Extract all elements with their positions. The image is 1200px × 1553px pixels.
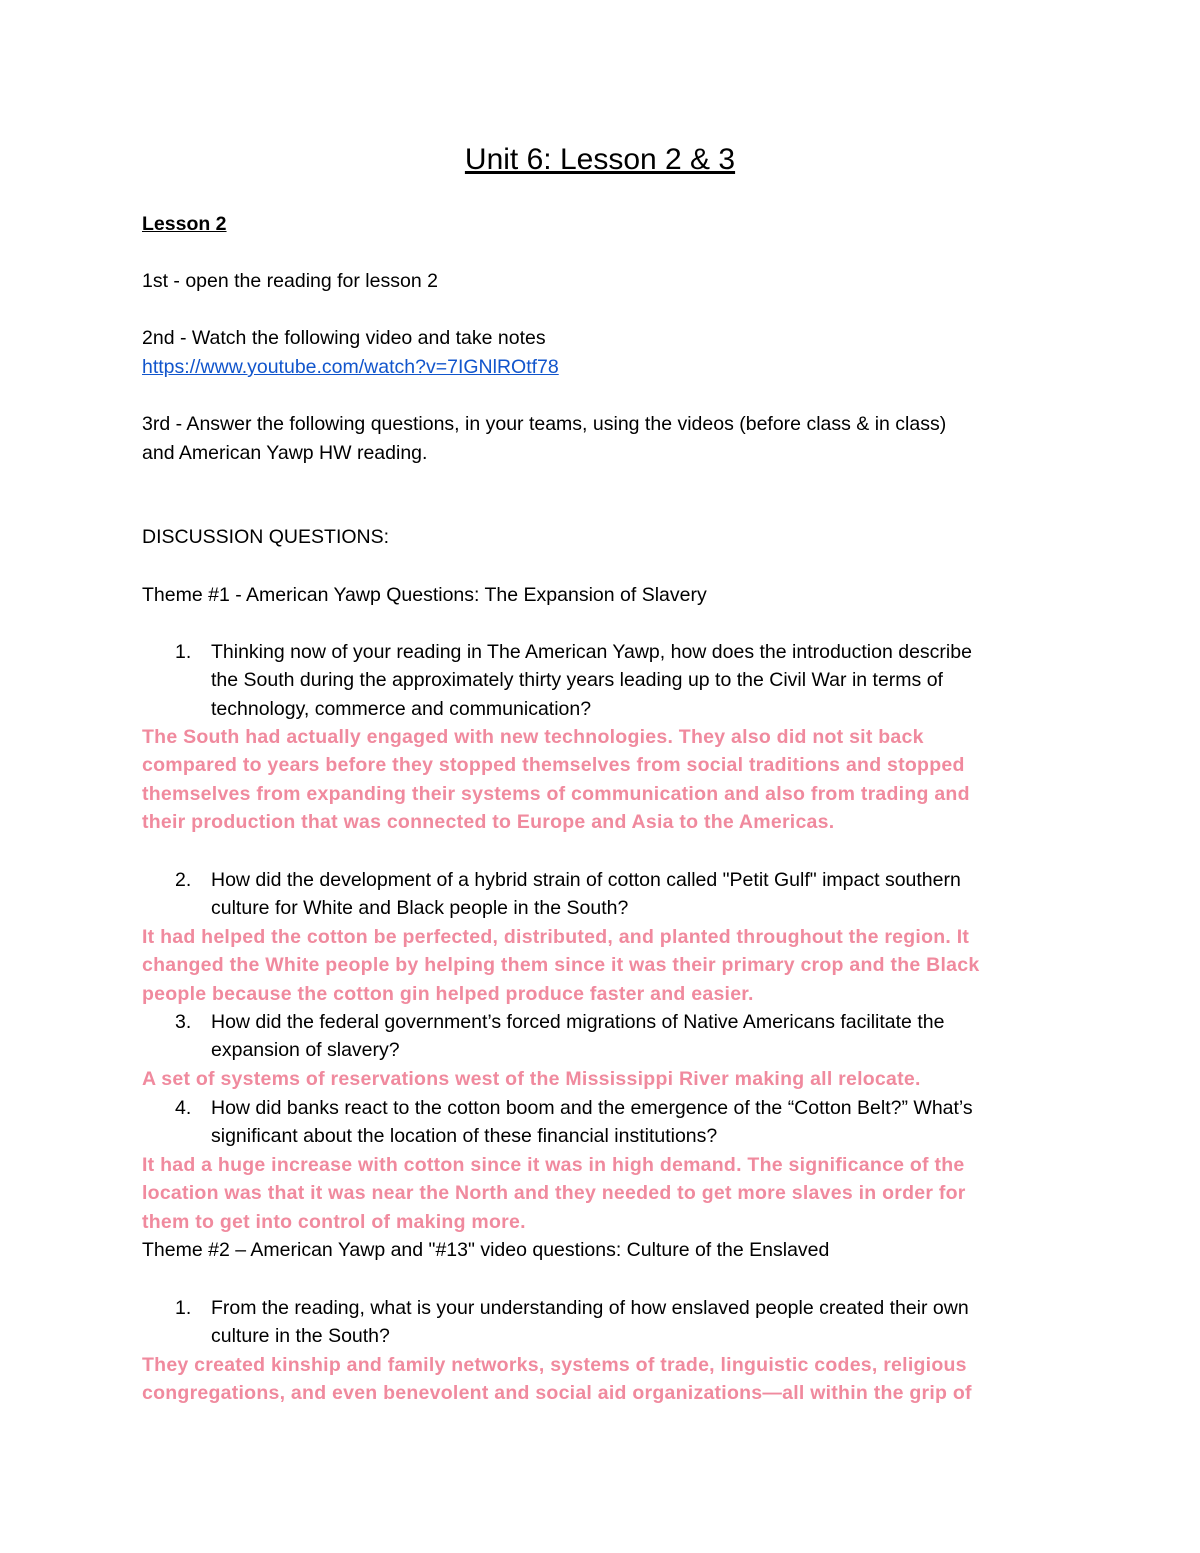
answer-line: It had a huge increase with cotton since it was in high demand. The significance of the — [142, 1154, 965, 1176]
question-line: How did banks react to the cotton boom and the emergence of the “Cotton Belt?” What’s — [211, 1097, 973, 1119]
answer-text — [142, 723, 1062, 836]
answer-line: They created kinship and family networks, systems of trade, linguistic codes, religious — [142, 1354, 967, 1376]
answer-text — [142, 923, 1062, 1008]
question-line: significant about the location of these financial institutions? — [211, 1125, 718, 1148]
step-3-text-line-1: 3rd - Answer the following questions, in your teams, using the videos (before class & in class) — [142, 413, 947, 435]
answer-line: congregations, and even benevolent and social aid organizations—all within the grip of — [142, 1382, 972, 1405]
answer-text — [142, 1351, 1062, 1408]
answer-line: changed the White people by helping them since it was their primary crop and the Black — [142, 954, 980, 977]
question-text — [211, 1008, 1071, 1065]
question-text — [211, 638, 1071, 723]
question-line: culture in the South? — [211, 1325, 390, 1348]
question-number: 4. — [175, 1097, 192, 1119]
step-3-text-line-2: and American Yawp HW reading. — [142, 442, 428, 464]
document-title: Unit 6: Lesson 2 & 3 — [464, 143, 736, 176]
answer-line: their production that was connected to Europe and Asia to the Americas. — [142, 810, 835, 833]
theme-2-heading: Theme #2 – American Yawp and "#13" video questions: Culture of the Enslaved — [142, 1239, 830, 1261]
step-2-text: 2nd - Watch the following video and take notes — [142, 327, 546, 349]
question-line: technology, commerce and communication? — [211, 697, 592, 720]
question-line: How did the development of a hybrid strain of cotton called "Petit Gulf" impact southern — [211, 869, 961, 891]
answer-line: It had helped the cotton be perfected, distributed, and planted throughout the region. It — [142, 926, 970, 948]
question-line: expansion of slavery? — [211, 1039, 400, 1062]
question-number: 3. — [175, 1011, 192, 1033]
question-line: the South during the approximately thirty years leading up to the Civil War in terms of — [211, 669, 943, 692]
question-line: From the reading, what is your understanding of how enslaved people created their own — [211, 1297, 969, 1319]
answer-line: people because the cotton gin helped produce faster and easier. — [142, 982, 754, 1005]
answer-text — [142, 1065, 1062, 1093]
question-line: Thinking now of your reading in The American Yawp, how does the introduction describe — [211, 641, 972, 663]
question-number: 1. — [175, 1297, 192, 1319]
answer-line: compared to years before they stopped themselves from social traditions and stopped — [142, 754, 965, 777]
question-text — [211, 1094, 1071, 1151]
question-text — [211, 1294, 1071, 1351]
video-link[interactable]: https://www.youtube.com/watch?v=7IGNlROtf78 — [142, 356, 559, 378]
answer-text — [142, 1151, 1062, 1236]
answer-line: A set of systems of reservations west of the Mississippi River making all relocate. — [142, 1068, 921, 1090]
question-number: 1. — [175, 641, 192, 663]
answer-line: them to get into control of making more. — [142, 1210, 526, 1233]
answer-line: themselves from expanding their systems of communication and also from trading and — [142, 782, 970, 805]
question-number: 2. — [175, 869, 192, 891]
lesson-heading: Lesson 2 — [142, 213, 227, 235]
theme-1-heading: Theme #1 - American Yawp Questions: The Expansion of Slavery — [142, 584, 707, 606]
answer-line: The South had actually engaged with new technologies. They also did not sit back — [142, 726, 924, 748]
question-line: culture for White and Black people in the South? — [211, 897, 629, 920]
discussion-heading: DISCUSSION QUESTIONS: — [142, 526, 390, 548]
step-1-text: 1st - open the reading for lesson 2 — [142, 270, 438, 292]
question-text — [211, 866, 1071, 923]
question-line: How did the federal government’s forced migrations of Native Americans facilitate the — [211, 1011, 945, 1033]
answer-line: location was that it was near the North and they needed to get more slaves in order for — [142, 1182, 966, 1205]
